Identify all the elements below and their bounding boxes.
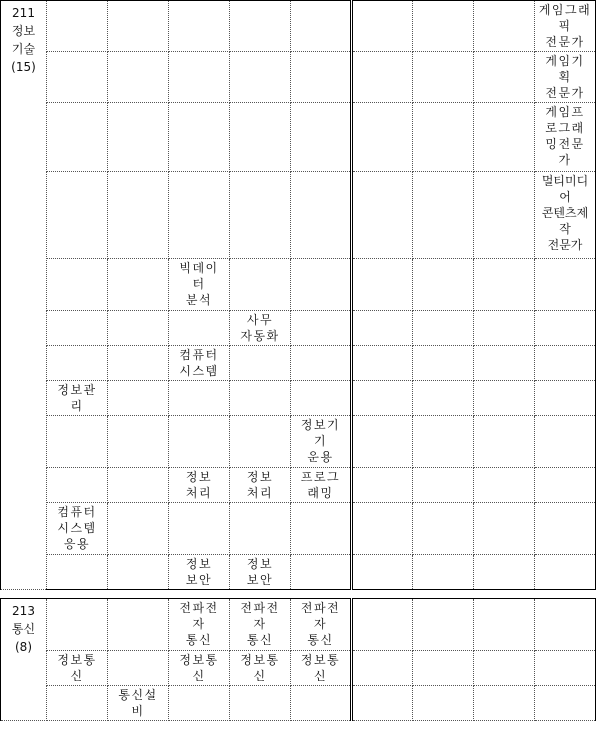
table-cell xyxy=(230,172,291,259)
table-cell xyxy=(108,381,169,416)
table-cell xyxy=(413,416,474,468)
table-cell xyxy=(108,555,169,590)
table-cell: 전파전 자 통신 xyxy=(291,599,352,651)
table-row xyxy=(1,686,596,721)
domain-cell xyxy=(1,1,47,590)
table-cell xyxy=(230,1,291,52)
table-row xyxy=(1,416,596,468)
table-cell xyxy=(169,686,230,721)
table-cell xyxy=(413,503,474,555)
table-cell: 통신설 비 xyxy=(108,686,169,721)
table-cell xyxy=(535,468,596,503)
table-cell: 정보 보안 xyxy=(230,555,291,590)
table-cell xyxy=(535,259,596,311)
table-cell xyxy=(352,172,413,259)
table-cell xyxy=(474,1,535,52)
table-cell xyxy=(474,172,535,259)
table-cell xyxy=(291,346,352,381)
table-row xyxy=(1,599,596,651)
table-cell xyxy=(108,172,169,259)
table-row xyxy=(1,1,596,52)
table-cell xyxy=(535,686,596,721)
domain-label: 211 정보 기술 (15) xyxy=(11,6,36,74)
table-cell xyxy=(413,686,474,721)
table-cell xyxy=(108,1,169,52)
table-cell xyxy=(230,503,291,555)
table-row xyxy=(1,172,596,259)
table-cell xyxy=(47,311,108,346)
table-cell xyxy=(352,599,413,651)
table-cell: 게임기 획 전문가 xyxy=(535,52,596,103)
table-cell: 컴퓨터 시스템 응용 xyxy=(47,503,108,555)
table-cell xyxy=(169,381,230,416)
table-cell xyxy=(169,172,230,259)
table-cell xyxy=(413,311,474,346)
table-row xyxy=(1,468,596,503)
table-cell xyxy=(230,259,291,311)
table-cell xyxy=(413,52,474,103)
table-cell xyxy=(474,346,535,381)
table-cell xyxy=(108,311,169,346)
table-cell: 게임프 로그래 밍전문 가 xyxy=(535,103,596,172)
table-cell xyxy=(108,651,169,686)
table-cell xyxy=(230,52,291,103)
table-cell xyxy=(352,651,413,686)
table-cell: 정보 처리 xyxy=(230,468,291,503)
table-cell xyxy=(352,103,413,172)
table-row xyxy=(1,503,596,555)
table-cell xyxy=(413,103,474,172)
table-cell xyxy=(413,555,474,590)
table-cell xyxy=(291,52,352,103)
table-cell xyxy=(352,555,413,590)
table-cell xyxy=(291,1,352,52)
table-cell xyxy=(474,555,535,590)
table-cell xyxy=(413,381,474,416)
table-row xyxy=(1,259,596,311)
table-cell xyxy=(230,381,291,416)
table-cell xyxy=(535,503,596,555)
table-cell xyxy=(474,599,535,651)
table-cell xyxy=(108,103,169,172)
table-cell xyxy=(291,381,352,416)
table-cell xyxy=(47,346,108,381)
table-cell xyxy=(535,346,596,381)
table-cell: 정보통 신 xyxy=(47,651,108,686)
table-cell xyxy=(47,52,108,103)
table-cell xyxy=(352,259,413,311)
table-cell: 정보관 리 xyxy=(47,381,108,416)
table-cell: 멀티미디 어 콘텐츠제 작 전문가 xyxy=(535,172,596,259)
table-cell xyxy=(291,103,352,172)
domain-label: 213 통신 (8) xyxy=(11,604,36,654)
table-cell xyxy=(169,52,230,103)
table-cell xyxy=(535,416,596,468)
table-cell xyxy=(291,172,352,259)
table-cell xyxy=(47,103,108,172)
table-cell xyxy=(230,686,291,721)
table-cell: 게임그래 픽 전문가 xyxy=(535,1,596,52)
table-cell xyxy=(169,416,230,468)
table-cell xyxy=(47,686,108,721)
table-cell xyxy=(474,503,535,555)
table-cell xyxy=(352,468,413,503)
table-cell xyxy=(352,346,413,381)
table-row xyxy=(1,381,596,416)
table-cell xyxy=(474,103,535,172)
table-cell xyxy=(352,416,413,468)
table-cell xyxy=(291,311,352,346)
table-cell xyxy=(291,555,352,590)
table-cell xyxy=(169,311,230,346)
table-cell xyxy=(108,346,169,381)
table-cell: 정보기 기 운용 xyxy=(291,416,352,468)
table-cell xyxy=(291,259,352,311)
table-cell xyxy=(352,381,413,416)
table-cell xyxy=(535,599,596,651)
table-cell xyxy=(230,103,291,172)
table-row xyxy=(1,311,596,346)
table-cell: 정보통 신 xyxy=(230,651,291,686)
table-cell xyxy=(352,311,413,346)
table-cell xyxy=(474,651,535,686)
table-row xyxy=(1,346,596,381)
table-cell xyxy=(413,1,474,52)
table-cell xyxy=(413,172,474,259)
table-cell xyxy=(291,503,352,555)
table-row xyxy=(1,103,596,172)
table-row xyxy=(1,52,596,103)
table-cell: 정보통 신 xyxy=(169,651,230,686)
table-cell xyxy=(47,259,108,311)
table-cell xyxy=(535,311,596,346)
table-cell xyxy=(47,172,108,259)
table-cell: 컴퓨터 시스템 xyxy=(169,346,230,381)
table-cell xyxy=(474,311,535,346)
table-cell xyxy=(352,1,413,52)
table-cell xyxy=(291,686,352,721)
table-cell xyxy=(352,503,413,555)
table-cell xyxy=(413,651,474,686)
table-cell xyxy=(535,651,596,686)
table-cell xyxy=(169,503,230,555)
table-cell xyxy=(413,259,474,311)
domain-cell xyxy=(1,599,47,721)
table-cell: 정보통 신 xyxy=(291,651,352,686)
table-cell xyxy=(413,599,474,651)
table-row xyxy=(1,555,596,590)
table-cell: 빅데이 터 분석 xyxy=(169,259,230,311)
table-cell xyxy=(535,555,596,590)
table-cell xyxy=(47,1,108,52)
table-cell xyxy=(47,416,108,468)
table-cell xyxy=(108,503,169,555)
table-cell xyxy=(47,468,108,503)
table-cell: 프로그 래밍 xyxy=(291,468,352,503)
table-cell xyxy=(169,103,230,172)
table-cell xyxy=(169,1,230,52)
table-cell xyxy=(47,599,108,651)
table-cell xyxy=(230,416,291,468)
table-cell xyxy=(474,468,535,503)
table-row xyxy=(1,651,596,686)
table-cell xyxy=(474,686,535,721)
table-cell: 사무 자동화 xyxy=(230,311,291,346)
table-cell xyxy=(474,381,535,416)
table-cell xyxy=(413,346,474,381)
table-cell xyxy=(413,468,474,503)
table-cell xyxy=(535,381,596,416)
table-cell xyxy=(47,555,108,590)
table-cell xyxy=(108,599,169,651)
table-cell xyxy=(474,52,535,103)
table-cell: 전파전 자 통신 xyxy=(169,599,230,651)
table-cell xyxy=(230,346,291,381)
table-cell xyxy=(108,259,169,311)
table-213-telecommunications xyxy=(0,598,596,721)
table-cell: 정보 처리 xyxy=(169,468,230,503)
table-cell xyxy=(474,416,535,468)
table-cell: 정보 보안 xyxy=(169,555,230,590)
table-cell xyxy=(352,686,413,721)
table-cell xyxy=(108,52,169,103)
table-cell xyxy=(108,468,169,503)
table-cell xyxy=(108,416,169,468)
table-cell: 전파전 자 통신 xyxy=(230,599,291,651)
table-cell xyxy=(474,259,535,311)
table-cell xyxy=(352,52,413,103)
